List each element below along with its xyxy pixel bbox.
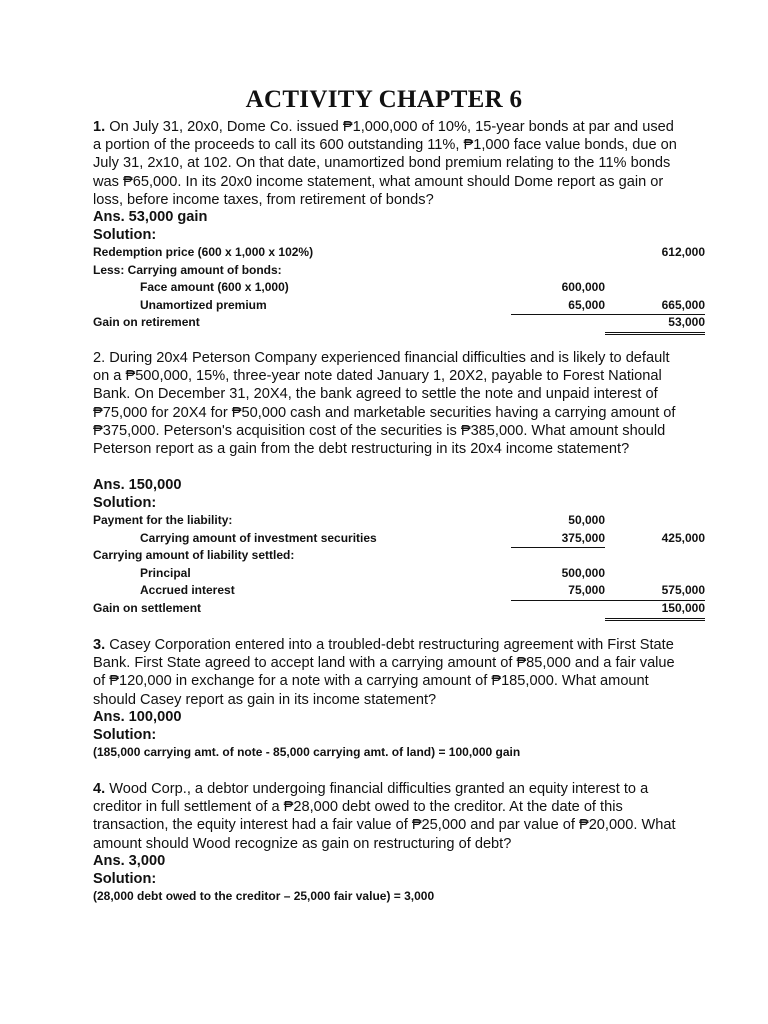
row-amount: 65,000 (511, 297, 605, 316)
question-3-text: Casey Corporation entered into a troubled-debt restructuring agreement with First State Bank. First State agreed to accept land with a carrying amount of ₱85,000 and a fair value of ₱120,000 in exchange for a note with a carrying amount of ₱185,000. What amount should Casey report as gain in its income statement? (93, 637, 675, 708)
table-row (93, 530, 705, 548)
row-amount: 375,000 (511, 530, 605, 549)
row-amount: 500,000 (561, 565, 605, 580)
row-label: Principal (140, 565, 191, 580)
question-3-answer: Ans. 100,000 (93, 709, 182, 725)
table-row (93, 279, 613, 297)
table-row (93, 565, 613, 583)
row-total: 575,000 (605, 582, 705, 601)
row-label: Gain on settlement (93, 600, 202, 615)
row-total: 150,000 (605, 600, 705, 621)
question-3 (93, 636, 683, 709)
row-total: 53,000 (605, 314, 705, 335)
row-label: Gain on retirement (93, 315, 200, 330)
row-label: Carrying amount of investment securities (140, 530, 377, 545)
table-row (93, 297, 705, 315)
row-label: Accrued interest (140, 583, 235, 598)
row-label: Unamortized premium (140, 297, 267, 312)
question-3-number: 3. (93, 637, 106, 653)
row-label: Face amount (600 x 1,000) (140, 280, 289, 295)
row-label: Payment for the liability: (93, 513, 233, 527)
table-row (93, 512, 613, 530)
question-1-solution-table (93, 244, 705, 332)
table-row (93, 582, 705, 600)
question-2-text: 2. During 20x4 Peterson Company experienced financial difficulties and is likely to default on a ₱500,000, 15%, three-year note dated January 1, 20X2, payable to Forest National Bank. On December 31, 20X4, the bank agreed to settle the note and unpaid interest of ₱75,000 for 20X4 for ₱50,000 cash and marketable securities having a carrying amount of ₱375,000. Peterson's acquisition cost of the securities is ₱385,000. What amount should Peterson report as a gain from the debt restructuring in its 20x4 income statement? (93, 350, 676, 458)
row-amount: 600,000 (561, 280, 605, 295)
question-1-text: On July 31, 20x0, Dome Co. issued ₱1,000,000 of 10%, 15-year bonds at par and used a portion of the proceeds to call its 600 outstanding 11%, ₱1,000 face value bonds, due on July 31, 2x10, at 102. On that date, unamortized bond premium relating to the 11% bonds was ₱65,000. In its 20x0 income statement, what amount should Dome report as gain or loss, before income taxes, from retirement of bonds? (93, 119, 677, 208)
table-row (93, 600, 705, 618)
row-amount: 50,000 (568, 513, 605, 527)
row-total: 665,000 (605, 297, 705, 316)
row-total: 425,000 (661, 530, 705, 545)
question-2-answer: Ans. 150,000 (93, 477, 182, 493)
table-row (93, 547, 613, 565)
question-4-solution-label: Solution: (93, 871, 157, 887)
question-1-solution-label: Solution: (93, 227, 157, 243)
question-4-answer: Ans. 3,000 (93, 853, 166, 869)
row-label: Carrying amount of liability settled: (93, 548, 295, 563)
question-1-answer: Ans. 53,000 gain (93, 209, 208, 225)
table-row (93, 314, 705, 332)
question-2-solution-table (93, 512, 705, 618)
question-4-solution-note: (28,000 debt owed to the creditor – 25,000 fair value) = 3,000 (93, 889, 435, 903)
question-2-solution-label: Solution: (93, 495, 157, 511)
table-row (93, 244, 705, 262)
question-4-number: 4. (93, 781, 106, 797)
row-total: 612,000 (661, 245, 705, 259)
question-4 (93, 780, 683, 853)
row-label: Redemption price (600 x 1,000 x 102%) (93, 245, 314, 259)
table-row (93, 262, 613, 280)
question-1 (93, 118, 683, 209)
page-title: ACTIVITY CHAPTER 6 (245, 86, 523, 113)
question-1-number: 1. (93, 119, 106, 135)
question-3-solution-label: Solution: (93, 727, 157, 743)
row-amount: 75,000 (511, 582, 605, 601)
row-label: Less: Carrying amount of bonds: (93, 262, 282, 277)
question-3-solution-note: (185,000 carrying amt. of note - 85,000 carrying amt. of land) = 100,000 gain (93, 745, 521, 759)
question-4-text: Wood Corp., a debtor undergoing financial difficulties granted an equity interest to a creditor in full settlement of a ₱28,000 debt owed to the creditor. At the date of this transaction, the equity interest had a fair value of ₱25,000 and par value of ₱20,000. What amount should Wood recognize as gain on restructuring of debt? (93, 781, 676, 852)
